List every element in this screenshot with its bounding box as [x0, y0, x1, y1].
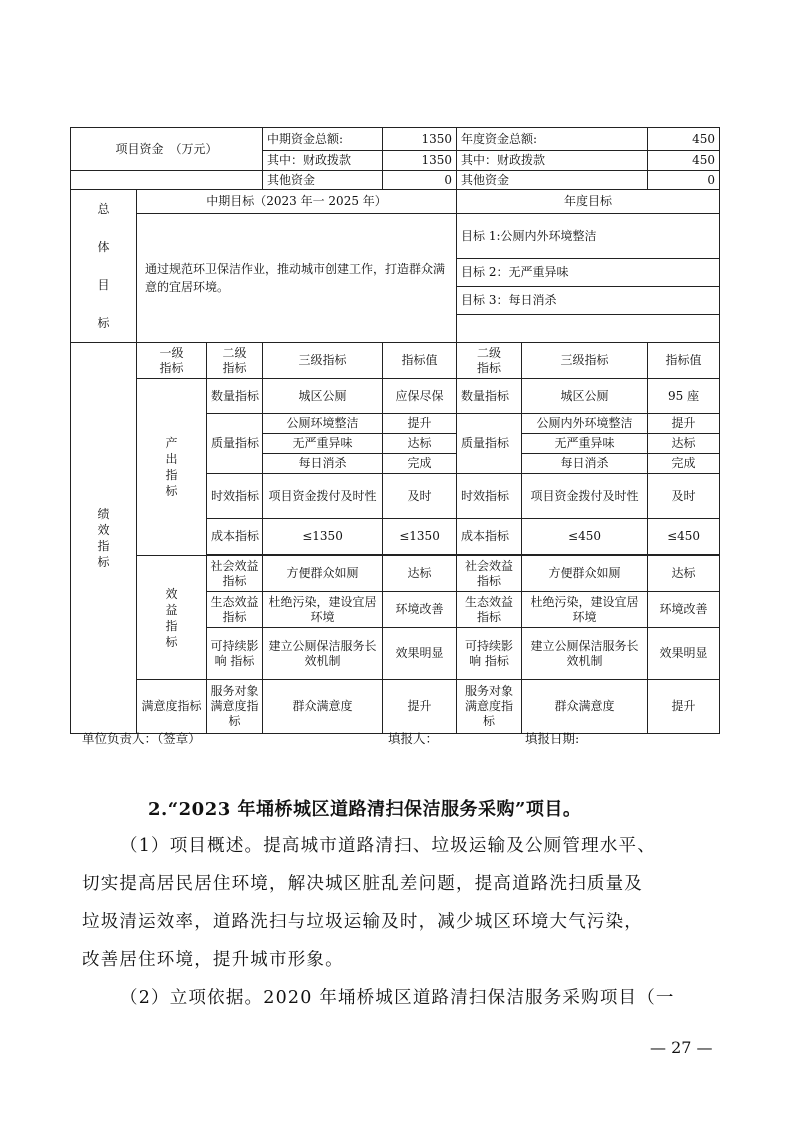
header-value: 指标值: [383, 343, 457, 379]
social-l2: 社会效益 指标: [207, 556, 263, 592]
mid-fiscal-value: 1350: [383, 151, 457, 171]
quality-l3-b-3: 每日消杀: [522, 454, 648, 474]
timeliness-l2-b: 时效指标: [457, 474, 522, 519]
header-level1: 一级指标: [137, 343, 207, 379]
annual-total-value: 450: [648, 128, 720, 151]
service-value-b: 提升: [648, 680, 720, 734]
header-level3-b: 三级指标: [522, 343, 648, 379]
quantity-l3-b: 城区公厕: [522, 379, 648, 414]
annual-total-label: 年度资金总额:: [457, 128, 648, 151]
social-value-b: 达标: [648, 556, 720, 592]
ecology-l3: 杜绝污染，建设宜居环境: [263, 592, 383, 628]
quantity-value-b: 95 座: [648, 379, 720, 414]
goals-annual-header: 年度目标: [457, 190, 720, 214]
paragraph-2-line-1: （2）立项依据。2020 年埇桥城区道路清扫保洁服务采购项目（一: [120, 988, 675, 1008]
cost-l2-b: 成本指标: [457, 519, 522, 555]
effect-label: 效益指标: [137, 556, 207, 680]
sustain-value-b: 效果明显: [648, 628, 720, 680]
goal-annual-4: [457, 315, 720, 343]
cost-value: ≤1350: [383, 519, 457, 555]
quality-value-b-3: 完成: [648, 454, 720, 474]
paragraph-1-line-1: （1）项目概述。提高城市道路清扫、垃圾运输及公厕管理水平、: [120, 836, 656, 856]
ecology-value: 环境改善: [383, 592, 457, 628]
funds-label: 项目资金 （万元）: [71, 128, 263, 171]
service-value: 提升: [383, 680, 457, 734]
sustain-l2: 可持续影响 指标: [207, 628, 263, 680]
header-level2: 二级指标: [207, 343, 263, 379]
timeliness-value: 及时: [383, 474, 457, 519]
quality-l3-b-1: 公厕内外环境整洁: [522, 414, 648, 434]
cost-l3-b: ≤450: [522, 519, 648, 555]
mid-fiscal-label: 其中：财政拨款: [263, 151, 383, 171]
header-level2-b: 二级指标: [457, 343, 522, 379]
signature-unit: 单位负责人：（签章）: [82, 731, 201, 746]
goal-annual-1: 目标 1:公厕内外环境整洁: [457, 214, 720, 259]
sustain-l3: 建立公厕保洁服务长效机制: [263, 628, 383, 680]
quality-l3-3: 每日消杀: [263, 454, 383, 474]
signature-filler: 填报人：: [388, 731, 439, 746]
header-value-b: 指标值: [648, 343, 720, 379]
quality-value-1: 提升: [383, 414, 457, 434]
goal-annual-3: 目标 3：每日消杀: [457, 287, 720, 315]
goals-mid-text: 通过规范环卫保洁作业，推动城市创建工作，打造群众满意的宜居环境。: [137, 214, 457, 343]
paragraph-1-line-3: 垃圾清运效率，道路洗扫与垃圾运输及时，减少城区环境大气污染，: [82, 912, 643, 932]
quality-l2-b: 质量指标: [457, 414, 522, 474]
service-l2-b: 服务对象 满意度指标: [457, 680, 522, 734]
sustain-l3-b: 建立公厕保洁服务长效机制: [522, 628, 648, 680]
service-l2: 服务对象 满意度指标: [207, 680, 263, 734]
mid-total-value: 1350: [383, 128, 457, 151]
paragraph-2: [82, 979, 722, 1017]
quality-l3-b-2: 无严重异味: [522, 434, 648, 454]
timeliness-l3-b: 项目资金拨付及时性: [522, 474, 648, 519]
quantity-l2-b: 数量指标: [457, 379, 522, 414]
quality-value-b-1: 提升: [648, 414, 720, 434]
output-label: 产出指标: [137, 379, 207, 556]
annual-other-value: 0: [648, 171, 720, 190]
sustain-value: 效果明显: [383, 628, 457, 680]
paragraph-1-line-2: 切实提高居民居住环境，解决城区脏乱差问题，提高道路洗扫质量及: [82, 874, 643, 894]
goals-row-label: 总体目标: [71, 190, 137, 343]
quality-value-3: 完成: [383, 454, 457, 474]
ecology-value-b: 环境改善: [648, 592, 720, 628]
quality-value-2: 达标: [383, 434, 457, 454]
paragraph-1: [82, 827, 722, 979]
service-l3-b: 群众满意度: [522, 680, 648, 734]
quality-l3-2: 无严重异味: [263, 434, 383, 454]
ecology-l2: 生态效益 指标: [207, 592, 263, 628]
signature-date: 填报日期:: [525, 731, 580, 746]
cost-value-b: ≤450: [648, 519, 720, 555]
funds-blank: [71, 171, 263, 190]
header-level3: 三级指标: [263, 343, 383, 379]
quality-value-b-2: 达标: [648, 434, 720, 454]
social-l2-b: 社会效益 指标: [457, 556, 522, 592]
perf-row-label: 绩效指标: [71, 343, 137, 734]
goals-mid-header: 中期目标（2023 年一 2025 年）: [137, 190, 457, 214]
ecology-l2-b: 生态效益 指标: [457, 592, 522, 628]
annual-fiscal-label: 其中：财政拨款: [457, 151, 648, 171]
annual-other-label: 其他资金: [457, 171, 648, 190]
sustain-l2-b: 可持续影响 指标: [457, 628, 522, 680]
section-heading: 2.“2023 年埇桥城区道路清扫保洁服务采购”项目。: [148, 799, 582, 820]
cost-l2: 成本指标: [207, 519, 263, 555]
social-l3-b: 方便群众如厕: [522, 556, 648, 592]
timeliness-l2: 时效指标: [207, 474, 263, 519]
cost-l3: ≤1350: [263, 519, 383, 555]
satisfaction-label: 满意度指标: [137, 680, 207, 734]
goal-annual-2: 目标 2：无严重异味: [457, 259, 720, 287]
mid-other-value: 0: [383, 171, 457, 190]
timeliness-l3: 项目资金拨付及时性: [263, 474, 383, 519]
performance-table: [70, 127, 720, 734]
mid-other-label: 其他资金: [263, 171, 383, 190]
social-l3: 方便群众如厕: [263, 556, 383, 592]
paragraph-1-line-4: 改善居住环境，提升城市形象。: [82, 950, 344, 970]
page-number: — 27 —: [650, 1038, 713, 1057]
quantity-l3: 城区公厕: [263, 379, 383, 414]
quality-l2: 质量指标: [207, 414, 263, 474]
quantity-value: 应保尽保: [383, 379, 457, 414]
service-l3: 群众满意度: [263, 680, 383, 734]
annual-fiscal-value: 450: [648, 151, 720, 171]
ecology-l3-b: 杜绝污染，建设宜居环境: [522, 592, 648, 628]
timeliness-value-b: 及时: [648, 474, 720, 519]
social-value: 达标: [383, 556, 457, 592]
quantity-l2: 数量指标: [207, 379, 263, 414]
mid-total-label: 中期资金总额:: [263, 128, 383, 151]
quality-l3-1: 公厕环境整洁: [263, 414, 383, 434]
